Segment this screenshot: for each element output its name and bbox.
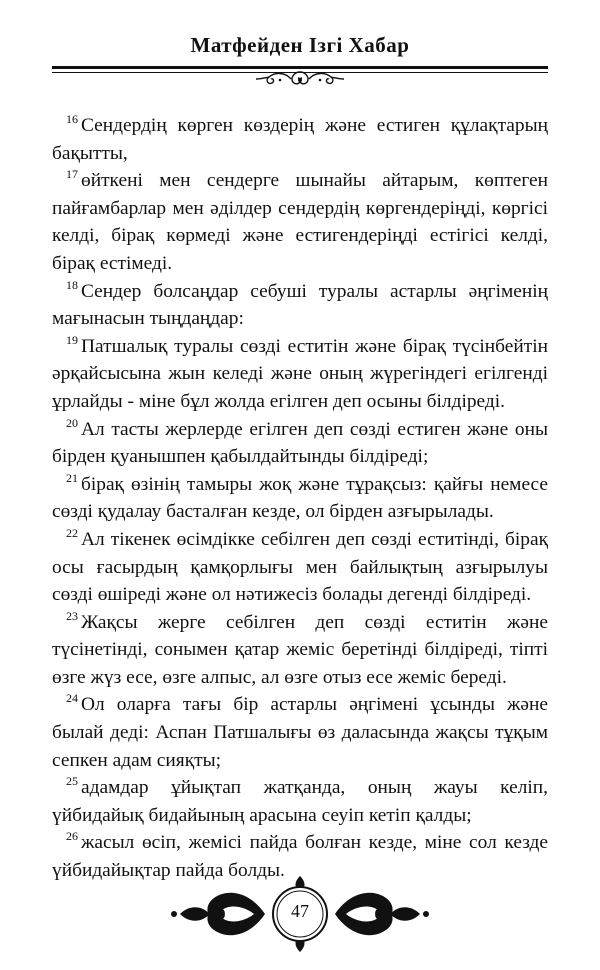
verse-text: Ал тікенек өсімдікке себілген деп сөзді еститінді, бірақ осы ғасырдың қамқорлығы мен байлықтың азғырылуы сөзді өшіреді және ол нәтижесіз болады дегенді білдіреді. xyxy=(52,528,548,606)
verse xyxy=(52,333,548,416)
verse-text: адамдар ұйықтап жатқанда, оның жауы келіп, үйбидайық бидайының арасына сеуіп кетіп қалды; xyxy=(52,777,548,826)
header-ornament-icon xyxy=(255,68,345,90)
verse-text: Ал тасты жерлерде егілген деп сөзді естиген және оны бірден қуанышпен қабылдайтынды білдіреді; xyxy=(52,418,548,468)
verse-text: өйткені мен сендерге шынайы айтарым, көптеген пайғамбарлар мен әділдер сендердің көргендеріңді, көргісі келді, бірақ көрмеді және естигендеріңді естігісі келді, бірақ естімеді. xyxy=(52,170,548,274)
verse xyxy=(52,416,548,471)
verse xyxy=(52,167,548,277)
scripture-text xyxy=(52,112,548,885)
verse-number: 23 xyxy=(66,608,78,623)
verse xyxy=(52,112,548,167)
verse-number: 20 xyxy=(66,415,78,430)
verse-text: Ол оларға тағы бір астарлы әңгімені ұсынды және былай деді: Аспан Патшалығы өз даласында жақсы тұқым сепкен адам сияқты; xyxy=(52,694,548,771)
verse-text: Жақсы жерге себілген деп сөзді еститін және түсінетінді, сонымен қатар жеміс беретінді білдіреді, тіпті өзге жүз есе, өзге алпыс, ал өзге отыз есе жеміс береді. xyxy=(52,611,548,688)
verse-number: 17 xyxy=(66,167,78,182)
verse-number: 22 xyxy=(66,525,78,540)
verse-number: 24 xyxy=(66,691,78,706)
verse-text: Патшалық туралы сөзді еститін және бірақ түсінбейтін әрқайсысына жын келеді және оның жүрегіндегі егілгенді ұрлайды - міне бұл жолда егілген деп осыны білдіреді. xyxy=(52,335,548,412)
verse-number: 25 xyxy=(66,774,78,789)
verse-text: Сендер болсаңдар себуші туралы астарлы әңгіменің мағынасын тыңдаңдар: xyxy=(52,280,548,330)
verse-number: 18 xyxy=(66,277,78,292)
verse-number: 21 xyxy=(66,470,78,485)
verse xyxy=(52,609,548,692)
running-header: Матфейден Ізгі Хабар xyxy=(190,33,410,57)
verse-text: бірақ өзінің тамыры жоқ және тұрақсыз: қайғы немесе сөзді қудалау басталған кезде, ол бірден азғырылады. xyxy=(52,473,548,523)
page-number: 47 xyxy=(291,901,309,921)
verse-number: 19 xyxy=(66,332,78,347)
verse xyxy=(52,278,548,333)
verse-number: 16 xyxy=(66,112,78,126)
verse xyxy=(52,526,548,609)
verse-text: жасыл өсіп, жемісі пайда болған кезде, міне сол кезде үйбидайықтар пайда болды. xyxy=(52,832,548,882)
verse xyxy=(52,774,548,829)
verse-number: 26 xyxy=(66,829,78,844)
verse-text: Сендердің көрген көздерің және естиген құлақтарың бақытты, xyxy=(52,115,548,164)
verse xyxy=(52,691,548,774)
verse xyxy=(52,471,548,526)
